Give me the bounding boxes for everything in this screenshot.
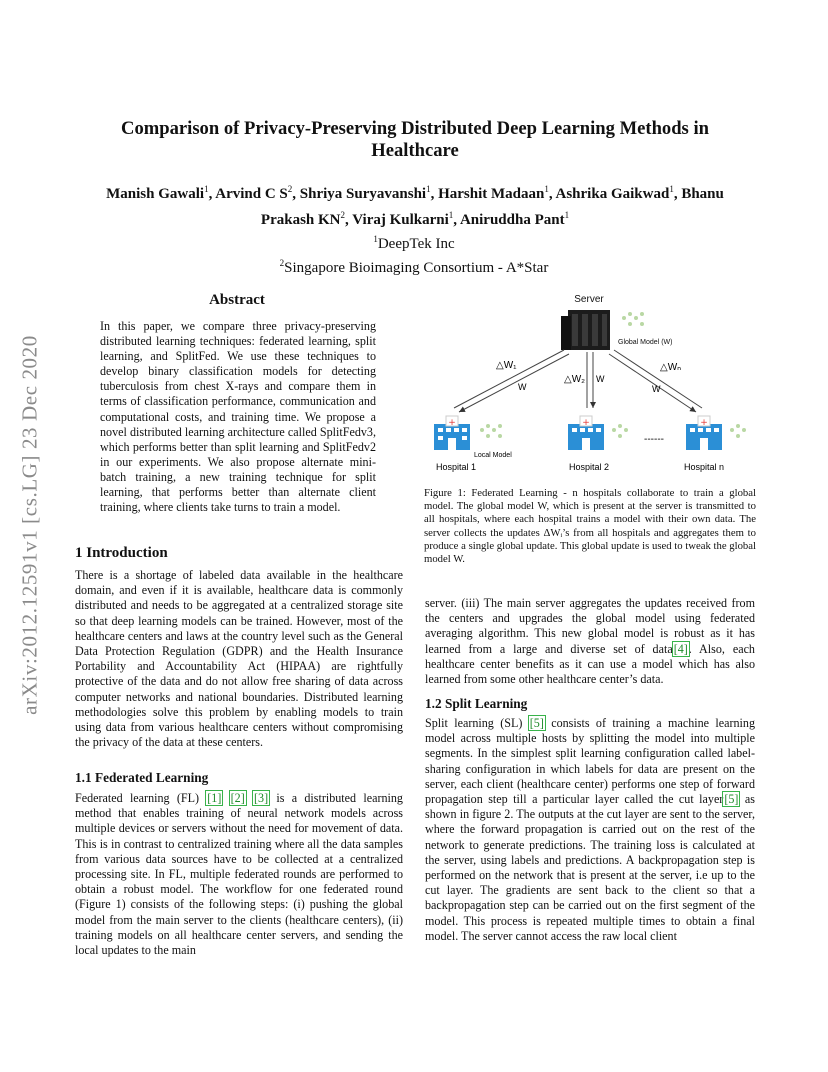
arrow-line (609, 354, 696, 412)
author-sup: 1 (564, 210, 570, 220)
paragraph-fragment: consists of training a machine learning model across multiple hosts by splitting the model into multiple segments. In the simplest split learning configuration called label-sharing configuration in which labels for data are present on the server, each client (healthcare center) performs one step of forward propagation step till a particular layer called the cut layer (425, 716, 755, 807)
author-name: Manish Gawali (106, 186, 205, 202)
introduction-text: There is a shortage of labeled data available in the healthcare domain, and even if it is available, healthcare data is commonly distributed and needs to be aggregated at a centralized storage site so that deep learning models can be trained. However, most of the healthcare centers and laws at the country level such as the General Data Protection Regulation (GDPR) and the Health Insurance Portability and Accountability Act (HIPAA) are rightfully protective of the data and do not allow free sharing of data across computer networks and national boundaries. Distributed learning methodologies solve this problem by enabling models to train using data from various healthcare centers without compromising the privacy of the data at these centers. (75, 568, 403, 750)
author-name: , Harshit Madaan (430, 186, 545, 202)
affiliation-2 (150, 254, 678, 278)
paragraph-fragment: . Also, each healthcare center benefits as it can use a model which has also learned from some other healthcare center’s data. (425, 641, 755, 687)
citation-link[interactable]: [5] (529, 716, 544, 730)
delta-w1-label: △W₁ (496, 360, 517, 371)
section-heading-federated-learning: 1.1 Federated Learning (75, 770, 209, 785)
delta-wn-label: △Wₙ (660, 362, 682, 373)
citation-link[interactable]: [1] (207, 791, 222, 805)
affil-name: Singapore Bioimaging Consortium - A*Star (284, 260, 549, 276)
svg-text:+: + (700, 418, 708, 428)
author-sup: 1 (448, 210, 454, 220)
w-label: W (518, 382, 527, 392)
hospital-label: Hospital n (684, 462, 725, 472)
citation-link[interactable]: [3] (254, 791, 269, 805)
arxiv-stamp-text: arXiv:2012.12591v1 [cs.LG] 23 Dec 2020 (17, 335, 42, 715)
local-model-icon (730, 424, 746, 438)
local-model-icon (480, 424, 502, 438)
local-model-icon (612, 424, 628, 438)
author-name: , Viraj Kulkarni (345, 212, 449, 228)
w-label: W (596, 374, 605, 384)
author-sup: 2 (340, 210, 346, 220)
server-label: Server (574, 294, 604, 305)
hospital-icon (568, 416, 604, 450)
hospital-label: Hospital 2 (569, 462, 610, 472)
author-name: , Aniruddha Pant (453, 212, 565, 228)
w-label: W (652, 384, 661, 394)
federated-diagram (424, 290, 764, 480)
arrow-line (454, 350, 564, 408)
paragraph-fragment: is a distributed learning method that enables training of neural network models across multiple devices or servers without the need for movement of data. This is in contrast to centralized training where all the data samples from various data sources have to be collected at a centralized processing site. In FL, multiple federated rounds are performed to obtain a robust model. The workflow for one federated round (Figure 1) consists of the following steps: (i) pushing the global model from the main server to the clients (healthcare centers), (ii) training models on all healthcare center servers, and sending the local updates to the main (75, 791, 403, 958)
federated-learning-continued-text (425, 596, 755, 687)
hospital-label: Hospital 1 (436, 462, 477, 472)
author-name: , Ashrika Gaikwad (548, 186, 670, 202)
author-name: Prakash KN (260, 212, 341, 228)
delta-w2-label: △W₂ (564, 374, 586, 385)
citation-link[interactable]: [4] (673, 641, 688, 656)
author-sup: 1 (426, 184, 431, 194)
figure-federated-learning (424, 290, 764, 480)
author-sup: 1 (204, 184, 209, 194)
paragraph-fragment: as shown in figure 2. The outputs at the cut layer are sent to the server, where the forward propagation is carried out on the rest of the network to generate predictions. The training loss is calculated at the server, using labels and predictions. A backpropagation step is performed on the network that is present at the server, i.e up to the cut layer. The gradients are sent back to the client so that a backpropagation step can be carried out on the first segment of the model. This process is repeated multiple times to obtain a final model. The server cannot access the raw local client (425, 792, 755, 943)
affiliations (150, 230, 678, 278)
section-heading-split-learning: 1.2 Split Learning (425, 696, 528, 711)
hospital-icon (686, 416, 722, 450)
author-sup: 1 (544, 184, 549, 194)
author-sup: 2 (287, 184, 293, 194)
abstract-heading: Abstract (209, 292, 265, 308)
affiliation-1 (150, 230, 678, 254)
citation-link[interactable]: [2] (230, 791, 245, 805)
svg-text:+: + (582, 418, 590, 428)
author-name: , Shriya Suryavanshi (292, 186, 427, 202)
server-icon (561, 310, 610, 350)
author-list (70, 179, 760, 231)
paragraph-fragment: Federated learning (FL) (75, 791, 207, 805)
figure-caption: Figure 1: Federated Learning - n hospitals collaborate to train a global model. The global model W, which is present at the server is transmitted to all hospitals, where each hospital trains a model with their own data. The server collects the updates ΔWᵢ’s from all hospitals and aggregates them to produce a single global update. This global update is used to tweak the global model W. (424, 487, 756, 566)
split-learning-text (425, 716, 755, 944)
author-name: , Bhanu (673, 186, 724, 202)
paper-title: Comparison of Privacy-Preserving Distributed Deep Learning Methods in Healthcare (121, 118, 709, 161)
paragraph-fragment: server. (iii) The main server aggregates the updates received from the centers and upgrades the global model using federated averaging algorithm. This new global model is robust as it has learned from a large and diverse set of data (425, 596, 755, 656)
local-model-label: Local Model (474, 452, 512, 459)
author-name: , Arvind C S (208, 186, 288, 202)
global-model-label: Global Model (W) (618, 339, 673, 346)
ellipsis-dots: ------ (644, 434, 664, 445)
arxiv-stamp (10, 285, 50, 765)
author-sup: 1 (669, 184, 674, 194)
hospital-icon (434, 416, 470, 450)
section-heading-introduction: 1 Introduction (75, 545, 168, 561)
abstract-text: In this paper, we compare three privacy-preserving distributed learning techniques: federated learning, split learning, and SplitFed. We use these techniques to develop binary classification models for detecting tuberculosis from chest X-rays and compare them in terms of classification performance, communication and computational costs, and training time. We propose a novel distributed learning architecture called SplitFedv3, which performs better than split learning and SplitFedv2 in our experiments. We also propose alternate mini-batch training, a new training technique for split learning, that performs better than alternate client training, where clients take turns to train a model. (100, 319, 376, 515)
affil-sup: 1 (373, 234, 378, 244)
citation-link[interactable]: [5] (724, 792, 739, 807)
affil-sup: 2 (279, 258, 285, 268)
federated-learning-text (75, 791, 403, 958)
paragraph-fragment: Split learning (SL) (425, 716, 529, 730)
affil-name: DeepTek Inc (377, 236, 455, 252)
global-model-icon (622, 312, 644, 326)
arrow-line (614, 350, 702, 408)
svg-text:+: + (448, 418, 456, 428)
